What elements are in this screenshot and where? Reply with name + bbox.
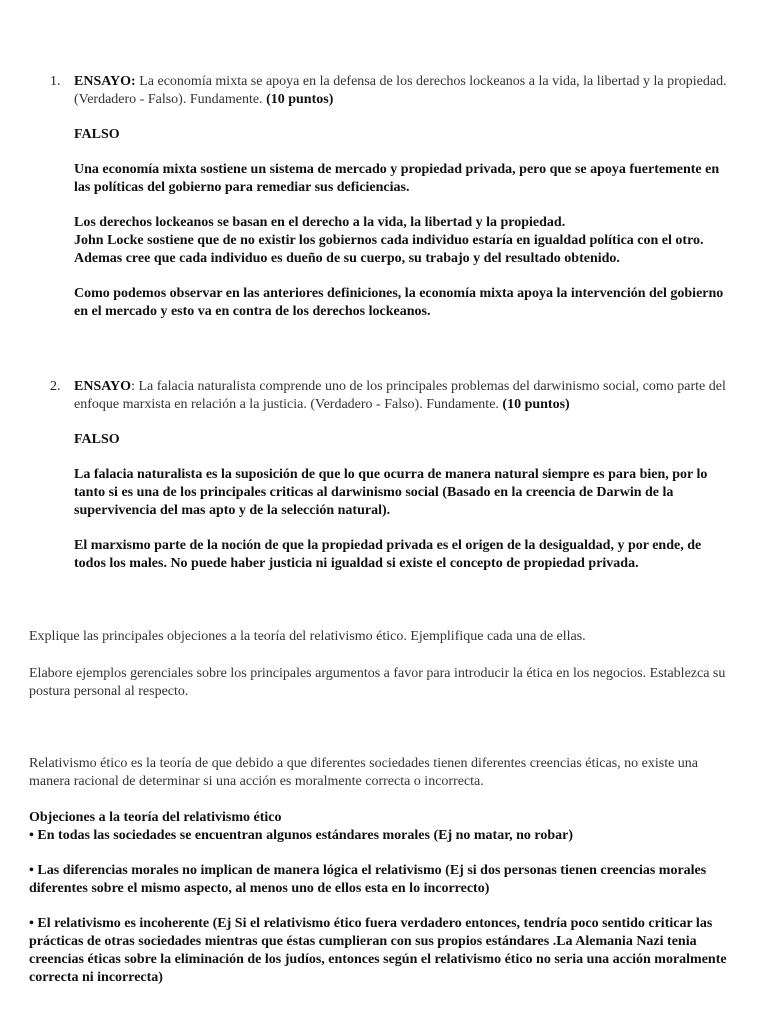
- relativism-definition: Relativismo ético es la teoría de que debido a que diferentes sociedades tienen diferentes creencias éticas, no existe una manera racional de determinar si una acción es moralmente correcta o incorrecta.: [29, 756, 699, 789]
- prompts-section: [29, 628, 729, 701]
- question-1-answer-p4: Como podemos observar en las anteriores definiciones, la economía mixta apoya la intervención del gobierno en el mercado y esto va en contra de los derechos lockeanos.: [74, 286, 724, 319]
- question-2: [50, 378, 730, 573]
- question-2-verdict: FALSO: [74, 432, 120, 447]
- objections-section: [29, 809, 739, 987]
- objection-item: • En todas las sociedades se encuentran algunos estándares morales (Ej no matar, no robar): [29, 828, 574, 843]
- question-2-text: : La falacia naturalista comprende uno de los principales problemas del darwinismo social, como parte del enfoque marxista en relación a la justicia. (Verdadero - Falso). Fundamente.: [74, 379, 726, 412]
- question-1-number: 1.: [50, 74, 61, 89]
- question-2-points: (10 puntos): [502, 397, 570, 412]
- question-2-answer-p1: La falacia naturalista es la suposición de que lo que ocurra de manera natural siempre es para bien, por lo tanto si es una de los principales criticas al darwinismo social (Basado en la creencia de Darwin de la supervivencia del mas apto y de la selección natural).: [74, 467, 708, 518]
- question-2-label: ENSAYO: [74, 379, 132, 394]
- question-1-answer-p1: Una economía mixta sostiene un sistema de mercado y propiedad privada, pero que se apoya fuertemente en las políticas del gobierno para remediar sus deficiencias.: [74, 162, 720, 195]
- question-1-prompt: [74, 73, 730, 109]
- question-1-points: (10 puntos): [266, 92, 334, 107]
- prompt-business-ethics: Elabore ejemplos gerenciales sobre los principales argumentos a favor para introducir la ética en los negocios. Establezca su postura personal al respecto.: [29, 666, 726, 699]
- question-2-number: 2.: [50, 379, 61, 394]
- question-1-verdict: FALSO: [74, 127, 120, 142]
- objection-item: • Las diferencias morales no implican de manera lógica el relativismo (Ej si dos personas tienen creencias morales diferentes sobre el mismo aspecto, al menos uno de ellos esta en lo incorrecto): [29, 863, 707, 896]
- definition-section: [29, 755, 729, 791]
- question-2-prompt: [74, 378, 730, 414]
- question-1: [50, 73, 730, 321]
- question-1-answer-p2: Los derechos lockeanos se basan en el derecho a la vida, la libertad y la propiedad.: [74, 215, 566, 230]
- objections-title: Objeciones a la teoría del relativismo ético: [29, 810, 282, 825]
- question-2-answer-p2: El marxismo parte de la noción de que la propiedad privada es el origen de la desigualdad, y por ende, de todos los males. No puede haber justicia ni igualdad si existe el concepto de propiedad privada.: [74, 538, 702, 571]
- objection-item: • El relativismo es incoherente (Ej Si el relativismo ético fuera verdadero entonces, tendría poco sentido criticar las prácticas de otras sociedades mientras que éstas cumplieran con sus propios estándares .La Alemania Nazi tenia creencias éticas sobre la eliminación de los judíos, entonces según el relativismo ético no seria una acción moralmente correcta ni incorrecta): [29, 916, 727, 985]
- question-1-label: ENSAYO:: [74, 74, 136, 89]
- prompt-objections: Explique las principales objeciones a la teoría del relativismo ético. Ejemplifique cada una de ellas.: [29, 629, 586, 644]
- question-1-text: La economía mixta se apoya en la defensa de los derechos lockeanos a la vida, la libertad y la propiedad. (Verdadero - Falso). Fundamente.: [74, 74, 727, 107]
- question-1-answer-p3: John Locke sostiene que de no existir los gobiernos cada individuo estaría en igualdad política con el otro. Ademas cree que cada individuo es dueño de su cuerpo, su trabajo y del resultado obtenido.: [74, 233, 704, 266]
